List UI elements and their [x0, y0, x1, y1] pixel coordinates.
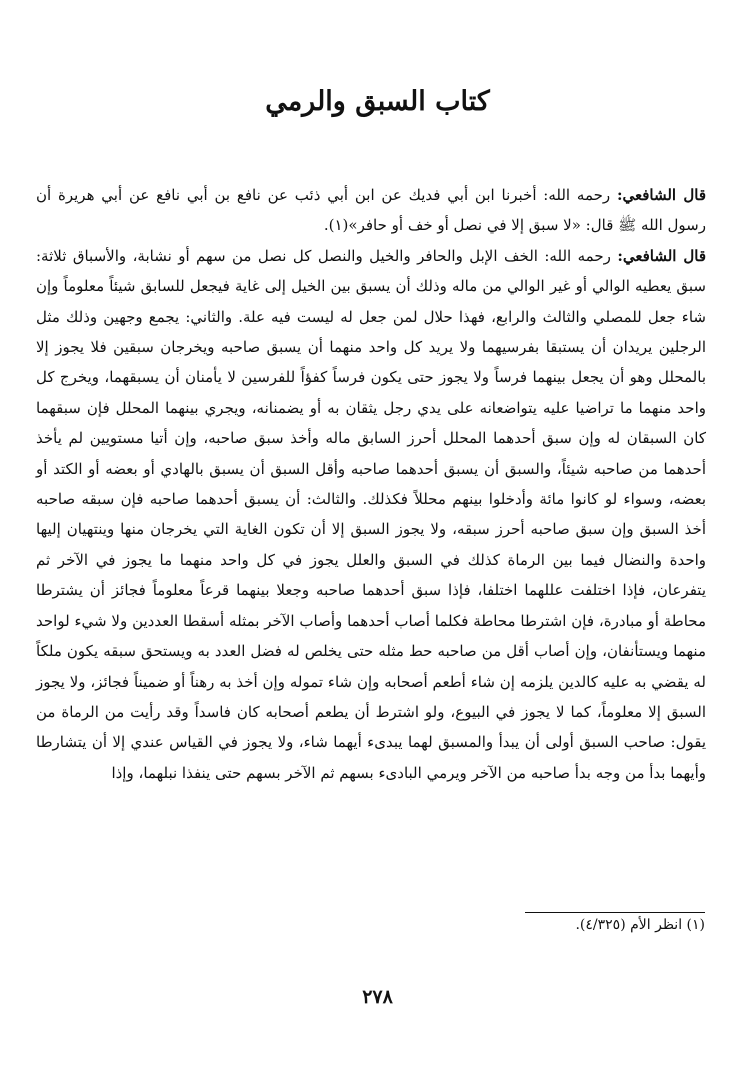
page-number: ٢٧٨	[362, 986, 393, 1008]
paragraph-text: رحمه الله: الخف الإبل والحافر والخيل والنصل كل نصل من سهم أو نشابة، والأسباق ثلاثة: سبق يعطيه الوالي أو غير الوالي من ماله وذلك أن يسبق بين الخيل إلى غاية فيجعل للسابق شيئاً معلوماً وإن شاء جعل للمصلي والثالث والرابع، فهذا حلال لمن جعل له ليست فيه علة. والثاني: يجمع وجهين وذلك مثل الرجلين يريدان أن يستبقا بفرسيهما ولا يريد كل واحد منهما أن يسبق صاحبه ويخرجان سبقين فلا يجوز إلا بالمحلل وهو أن يجعل بينهما فرساً ولا يجوز حتى يكون فرساً كفؤاً للفرسين لا يأمنان أن يسبقهما، ويخرج كل واحد منهما ما تراضيا عليه يتواضعانه على يدي رجل يثقان به أو يضمنانه، ويجري بينهما المحلل فإن سبقهما كان السبقان له وإن سبق أحدهما المحلل أحرز السابق ماله وأخذ سبق صاحبه، وإن أتيا مستويين لم يأخذ أحدهما من صاحبه شيئاً، والسبق أن يسبق أحدهما صاحبه وأقل السبق أن يسبق بالهادي أو بعضه أو الكتد أو بعضه، وسواء لو كانوا مائة وأدخلوا بينهم محللاً فكذلك. والثالث: أن يسبق أحدهما صاحبه فإن سبقه صاحبه أخذ السبق وإن سبق صاحبه أحرز سبقه، ولا يجوز السبق إلا أن تكون الغاية التي يخرجان منها وينتهيان إليها واحدة والنضال فيما بين الرماة كذلك في السبق والعلل يجوز في كل واحد منهما ما يجوز في الآخر ثم يتفرعان، فإذا اختلفت عللهما اختلفا، فإذا سبق أحدهما صاحبه وجعلا بينهما قرعاً معلوماً فجائز أن يشترطا محاطة أو مبادرة، فإن اشترطا محاطة فكلما أصاب أحدهما وأصاب الآخر بمثله أسقطا العددين ولا شيء لواحد منهما ويستأنفان، وإن أصاب أقل من صاحبه حط مثله حتى يخلص له فضل العدد به ويستحق سبقه يكون ملكاً له يقضي به عليه كالدين يلزمه إن شاء أطعم أصحابه وإن شاء تموله وإن أخذ به رهناً أو ضميناً فجائز، ولا يجوز السبق إلا معلوماً، كما لا يجوز في البيوع، ولو اشترط أن يطعم أصحابه كان فاسداً وقد رأيت من الرماة من يقول: صاحب السبق أولى أن يبدأ والمسبق لهما يبدىء أيهما شاء، ولا يجوز في القياس عندي إلا أن يتشارطا وأيهما بدأ من وجه بدأ صاحبه من الآخر ويرمي البادىء بسهم ثم الآخر بسهم حتى ينفذا نبلهما، وإذا	[36, 246, 706, 782]
page-title: كتاب السبق والرمي	[265, 86, 490, 117]
speaker-label: قال الشافعي:	[617, 246, 706, 265]
paragraph	[36, 241, 706, 788]
footnote-divider	[525, 912, 705, 913]
speaker-label: قال الشافعي:	[616, 186, 706, 204]
paragraph	[36, 180, 706, 241]
footnote: (١) انظر الأم (٤/٣٢٥).	[575, 917, 705, 933]
body-text	[36, 180, 706, 788]
paragraph-text: رحمه الله: أخبرنا ابن أبي فديك عن ابن أبي ذئب عن نافع بن أبي نافع عن أبي هريرة أن رسول الله ﷺ قال: «لا سبق إلا في نصل أو خف أو حافر»(١).	[36, 186, 706, 235]
